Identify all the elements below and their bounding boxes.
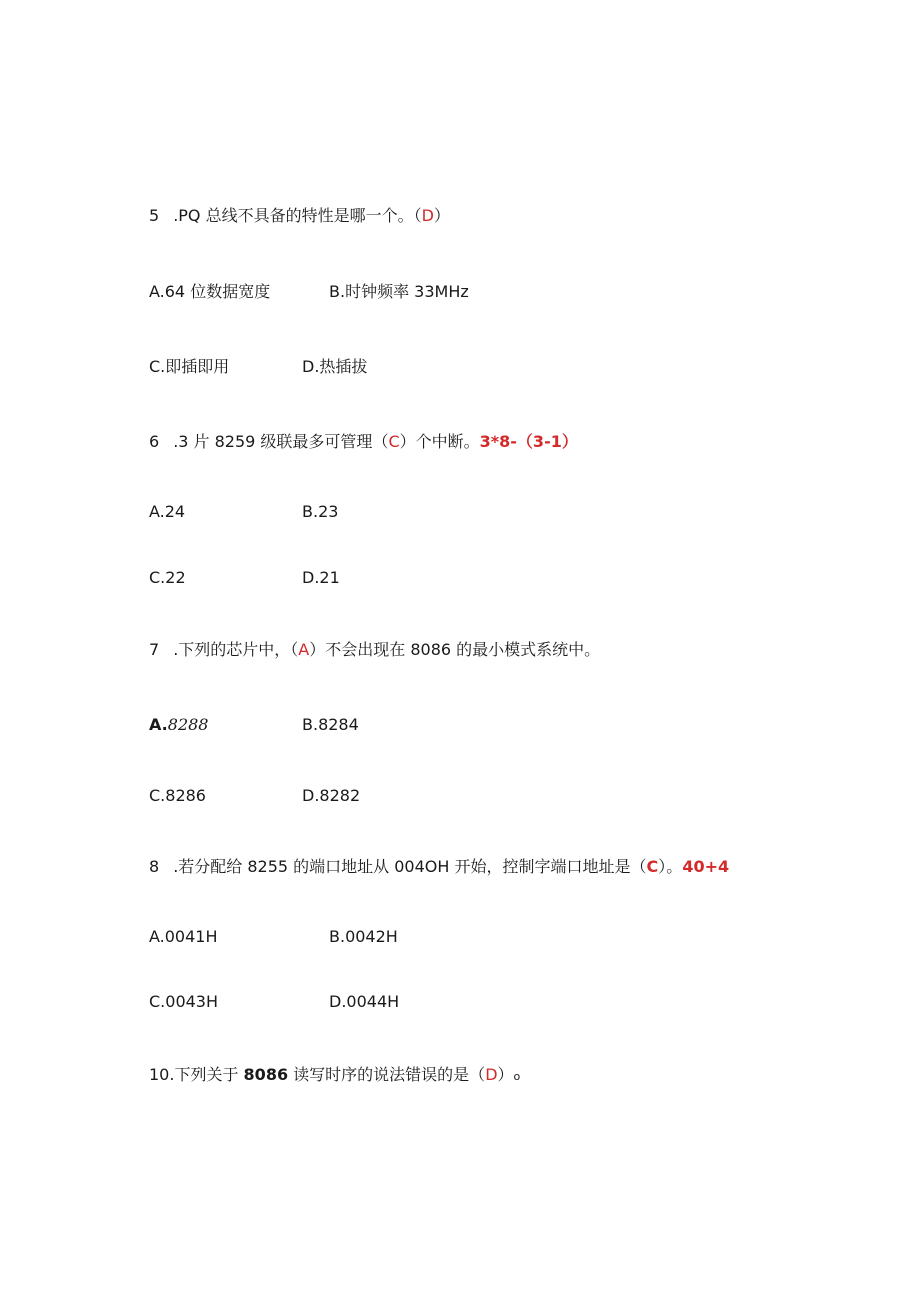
answer-letter: C (388, 432, 400, 451)
answer-paren-open: （ (413, 206, 422, 225)
option-b: B.8284 (302, 715, 359, 734)
option-a-value: 8288 (167, 715, 209, 734)
answer-paren-close: ） (399, 432, 416, 451)
option-a: A.0041H (149, 927, 218, 946)
question-text: .PQ 总线不具备的特性是哪一个。 (173, 206, 414, 225)
option-a: A.24 (149, 502, 186, 521)
option-b: B.0042H (329, 927, 398, 946)
option-a-prefix: A. (149, 715, 168, 734)
question-text-bold: 8086 (243, 1065, 289, 1084)
answer-paren-close: ） (658, 857, 667, 876)
question-5-stem (149, 206, 450, 226)
answer-note: 3*8-（3-1） (479, 432, 578, 451)
question-6-stem (149, 432, 578, 452)
question-text-end: 个中断。 (415, 432, 480, 451)
answer-letter: C (646, 857, 659, 876)
option-c: C.即插即用 (149, 357, 230, 376)
question-text-start: 下列关于 (174, 1065, 244, 1084)
question-number: 5 (149, 206, 160, 225)
question-7-stem (149, 640, 600, 660)
option-a: A.64 位数据宽度 (149, 282, 271, 301)
question-text-end: 。 (666, 857, 683, 876)
answer-paren-open: （ (290, 640, 299, 659)
answer-paren-close: ） (497, 1065, 514, 1084)
question-text: .若分配给 8255 的端口地址从 004OH 开始，控制字端口地址是 (173, 857, 631, 876)
option-d: D.8282 (302, 786, 361, 805)
option-d: D.21 (302, 568, 340, 587)
question-number: 6 (149, 432, 160, 451)
question-text-end: 不会出现在 8086 的最小模式系统中。 (325, 640, 601, 659)
answer-paren-open: （ (372, 432, 389, 451)
answer-paren-close: ） (433, 206, 450, 225)
question-text: .下列的芯片中， (173, 640, 291, 659)
option-c: C.0043H (149, 992, 219, 1011)
question-number: 7 (149, 640, 160, 659)
option-d: D.0044H (329, 992, 400, 1011)
answer-paren-open: （ (469, 1065, 486, 1084)
question-number: 8 (149, 857, 160, 876)
option-b: B.23 (302, 502, 339, 521)
question-8-stem (149, 857, 729, 877)
answer-paren-close: ） (309, 640, 326, 659)
option-c: C.22 (149, 568, 186, 587)
question-10-stem (149, 1065, 520, 1085)
question-number: 10. (149, 1065, 175, 1084)
option-a (149, 715, 208, 735)
question-text-end: o (513, 1070, 521, 1083)
option-b: B.时钟频率 33MHz (329, 282, 469, 301)
option-d: D.热插拔 (302, 357, 368, 376)
question-text: .3 片 8259 级联最多可管理 (173, 432, 373, 451)
answer-paren-open: （ (630, 857, 647, 876)
answer-letter: D (485, 1065, 498, 1084)
option-c: C.8286 (149, 786, 206, 805)
answer-note: 40+4 (682, 857, 730, 876)
answer-letter: D (421, 206, 434, 225)
answer-letter: A (298, 640, 310, 659)
question-text: 读写时序的说法错误的是 (288, 1065, 470, 1084)
